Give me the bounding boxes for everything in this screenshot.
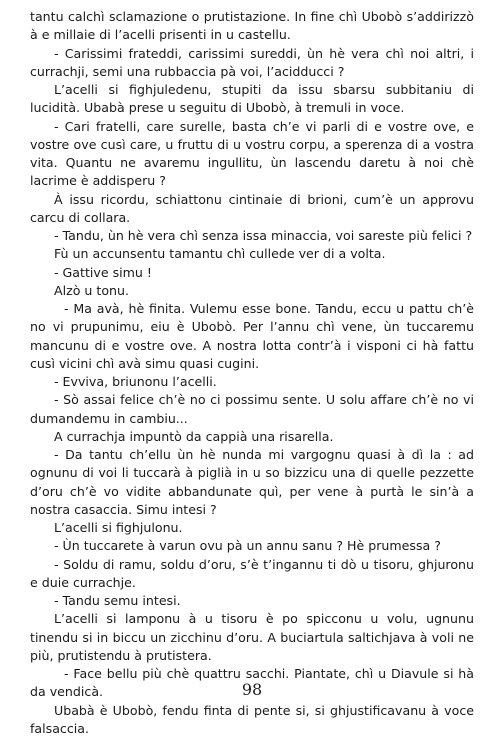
paragraph-4: - Cari fratelli, care surelle, basta ch’e vi parli di e vostre ove, e vostre ove cusì care, u fruttu di u vostru corpu, a sperenza di a vostra vita. Quantu ne avaremu ingullitu, ùn lascendu daretu à noi chè lacrime è addisperu ? <box>30 118 474 191</box>
paragraph-14: - Da tantu ch’ellu ùn hè nunda mi vargognu quasi à dì la : ad ognunu di voi li tuccarà à piglià in u so bizzicu una di quelle pezzette d’oru ch’è vo vidite abbandunate quì, per vene à purtà le sin’à a nostra casaccia. Simu intesi ? <box>30 446 474 519</box>
paragraph-6: - Tandu, ùn hè vera chì senza issa minaccia, voi sareste più felici ? <box>30 227 474 245</box>
paragraph-2: - Carissimi frateddi, carissimi sureddi, ùn hè vera chì noi altri, i currachji, semi una rubbaccia pà voi, l’acidducci ? <box>30 45 474 82</box>
paragraph-11: - Evviva, briunonu l’acelli. <box>30 373 474 391</box>
body-text <box>30 8 474 738</box>
paragraph-8: - Gattive simu ! <box>30 264 474 282</box>
paragraph-7: Fù un accunsentu tamantu chì cullede ver di a volta. <box>30 245 474 263</box>
paragraph-19: L’acelli si lamponu à u tisoru è po spicconu u volu, ugnunu tinendu si in biccu un zicchinu d’oru. A buciartula saltichjava à voli ne più, prutistendu à prutistera. <box>30 610 474 665</box>
paragraph-12: - Sò assai felice ch’è no ci possimu sente. U solu affare ch’è no vi dumandemu in cambiu... <box>30 391 474 428</box>
paragraph-9: Alzò u tonu. <box>30 282 474 300</box>
paragraph-13: A currachja impuntò da cappià una risarella. <box>30 428 474 446</box>
paragraph-16: - Ùn tuccarete à varun ovu pà un annu sanu ? Hè prumessa ? <box>30 537 474 555</box>
paragraph-15: L’acelli si fighjulonu. <box>30 519 474 537</box>
paragraph-18: - Tandu semu intesi. <box>30 592 474 610</box>
paragraph-3: L’acelli si fighjuledenu, stupiti da issu sbarsu subbitaniu di lucidità. Ubabà prese u seguitu di Ubobò, à tremuli in voce. <box>30 81 474 118</box>
paragraph-17: - Soldu di ramu, soldu d’oru, s’è t’ingannu ti dò u tisoru, ghjuronu e duie currachje. <box>30 556 474 593</box>
paragraph-1: tantu calchì sclamazione o prutistazione. In fine chì Ubobò s’addirizzò à e millaie di l’acelli prisenti in u castellu. <box>30 8 474 45</box>
paragraph-20: - Face bellu più chè quattru sacchi. Piantate, chì u Diavule si hà da vendicà. <box>30 665 474 702</box>
paragraph-10: - Ma avà, hè finita. Vulemu esse bone. Tandu, eccu u pattu ch’è no vi prupunimu, eiu è Ubobò. Per l’annu chì vene, ùn tuccaremu mancunu di e vostre ove. A nostra lotta contr’à i visponi ci hà fattu cusì vicini chì avà simu quasi cugini. <box>30 300 474 373</box>
paragraph-5: À issu ricordu, schiattonu cintinaie di brioni, cum’è un approvu carcu di collara. <box>30 191 474 228</box>
page-number: 98 <box>0 680 504 699</box>
paragraph-21: Ubabà è Ubobò, fendu finta di pente si, si ghjustificavanu à voce falsaccia. <box>30 702 474 738</box>
